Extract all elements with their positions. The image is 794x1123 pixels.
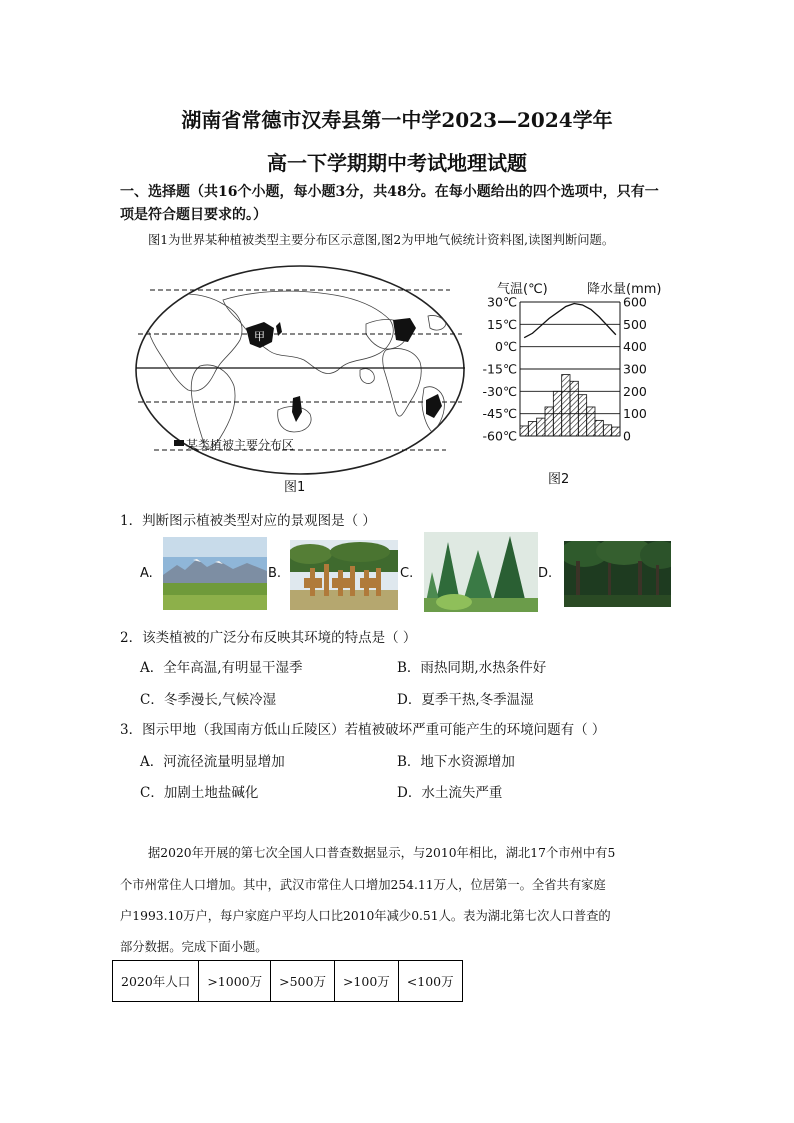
q3-option-d[interactable]: D．水土流失严重 bbox=[397, 785, 503, 801]
q2-option-a[interactable]: A．全年高温,有明显干湿季 bbox=[140, 660, 303, 676]
precip-bar bbox=[612, 427, 620, 436]
page-title-line2: 高一下学期期中考试地理试题 bbox=[267, 151, 527, 175]
temp-tick-label: -60℃ bbox=[482, 428, 517, 444]
precip-tick-label: 600 bbox=[623, 294, 647, 310]
q3-option-a[interactable]: A．河流径流量明显增加 bbox=[140, 754, 285, 770]
temperature-line bbox=[524, 303, 616, 337]
q2-option-b[interactable]: B．雨热同期,水热条件好 bbox=[397, 660, 547, 676]
population-table bbox=[112, 960, 463, 1002]
section-heading-line1: 一、选择题（共16个小题，每小题3分，共48分。在每小题给出的四个选项中，只有一 bbox=[120, 184, 659, 200]
precip-bar bbox=[545, 407, 553, 436]
question-1-stem: 1．判断图示植被类型对应的景观图是（ ） bbox=[120, 513, 376, 529]
question-2-stem: 2．该类植被的广泛分布反映其环境的特点是（ ） bbox=[120, 630, 417, 646]
figure2-climate-chart bbox=[475, 276, 675, 446]
q3-option-c[interactable]: C．加剧土地盐碱化 bbox=[140, 785, 259, 801]
precip-bar bbox=[537, 418, 545, 436]
q1-option-d[interactable]: D. bbox=[538, 566, 553, 581]
precip-bar bbox=[595, 420, 603, 436]
precip-bar bbox=[553, 391, 561, 436]
precip-bar bbox=[562, 375, 570, 436]
precip-tick-label: 0 bbox=[623, 428, 631, 444]
precip-bar bbox=[520, 426, 528, 436]
temp-tick-label: 15℃ bbox=[487, 316, 517, 332]
figure1-caption: 图1 bbox=[284, 480, 306, 495]
precip-tick-label: 100 bbox=[623, 406, 647, 422]
table-cell: >500万 bbox=[271, 961, 335, 1002]
page-title-line1: 湖南省常德市汉寿县第一中学2023—2024学年 bbox=[181, 108, 613, 132]
table-cell: >100万 bbox=[334, 961, 398, 1002]
passage-line2: 个市州常住人口增加。其中，武汉市常住人口增加254.11万人，位居第一。全省共有家庭 bbox=[120, 878, 606, 892]
q1-option-a[interactable]: A. bbox=[140, 566, 153, 581]
section-heading-line2: 项是符合题目要求的。） bbox=[120, 207, 267, 223]
q1-option-b[interactable]: B. bbox=[268, 566, 282, 581]
figure-intro: 图1为世界某种植被类型主要分布区示意图,图2为甲地气候统计资料图,读图判断问题。 bbox=[148, 233, 615, 247]
precip-tick-label: 500 bbox=[623, 316, 647, 332]
map-legend: 某类植被主要分布区 bbox=[186, 438, 295, 452]
coniferous-forest-photo bbox=[424, 532, 538, 612]
passage-line1: 据2020年开展的第七次全国人口普查数据显示，与2010年相比，湖北17个市州中有5 bbox=[148, 846, 616, 860]
precip-bar bbox=[528, 421, 536, 436]
grassland-mountains-photo bbox=[163, 537, 267, 610]
dense-forest-photo bbox=[564, 541, 671, 607]
passage-line3: 户1993.10万户，每户家庭户平均人口比2010年减少0.51人。表为湖北第七次人口普查的 bbox=[120, 909, 611, 923]
q2-option-d[interactable]: D．夏季干热,冬季温湿 bbox=[397, 692, 534, 708]
temp-axis-label: 气温(℃) bbox=[497, 282, 548, 297]
precip-bar bbox=[570, 381, 578, 436]
precip-bar bbox=[578, 395, 586, 436]
savanna-giraffes-photo bbox=[290, 540, 398, 610]
temp-tick-label: 30℃ bbox=[487, 294, 517, 310]
temp-tick-label: -45℃ bbox=[482, 406, 517, 422]
passage-line4: 部分数据。完成下面小题。 bbox=[120, 940, 268, 954]
temp-tick-label: 0℃ bbox=[495, 339, 517, 355]
precip-tick-label: 300 bbox=[623, 361, 647, 377]
precip-bar bbox=[587, 407, 595, 436]
q1-option-c[interactable]: C. bbox=[400, 566, 414, 581]
precip-axis-label: 降水量(mm) bbox=[587, 282, 662, 297]
temp-tick-label: -30℃ bbox=[482, 383, 517, 399]
q3-option-b[interactable]: B．地下水资源增加 bbox=[397, 754, 515, 770]
table-cell: 2020年人口 bbox=[113, 961, 199, 1002]
q2-option-c[interactable]: C．冬季漫长,气候冷湿 bbox=[140, 692, 277, 708]
location-marker-jia: 甲 bbox=[254, 330, 265, 343]
precip-tick-label: 200 bbox=[623, 383, 647, 399]
figure2-caption: 图2 bbox=[548, 472, 570, 487]
table-cell: <100万 bbox=[398, 961, 462, 1002]
precip-bar bbox=[603, 425, 611, 436]
temp-tick-label: -15℃ bbox=[482, 361, 517, 377]
figure1-world-map bbox=[128, 262, 473, 492]
question-3-stem: 3．图示甲地（我国南方低山丘陵区）若植被破坏严重可能产生的环境问题有（ ） bbox=[120, 722, 606, 738]
precip-tick-label: 400 bbox=[623, 339, 647, 355]
table-cell: >1000万 bbox=[199, 961, 271, 1002]
table-row bbox=[113, 961, 463, 1002]
